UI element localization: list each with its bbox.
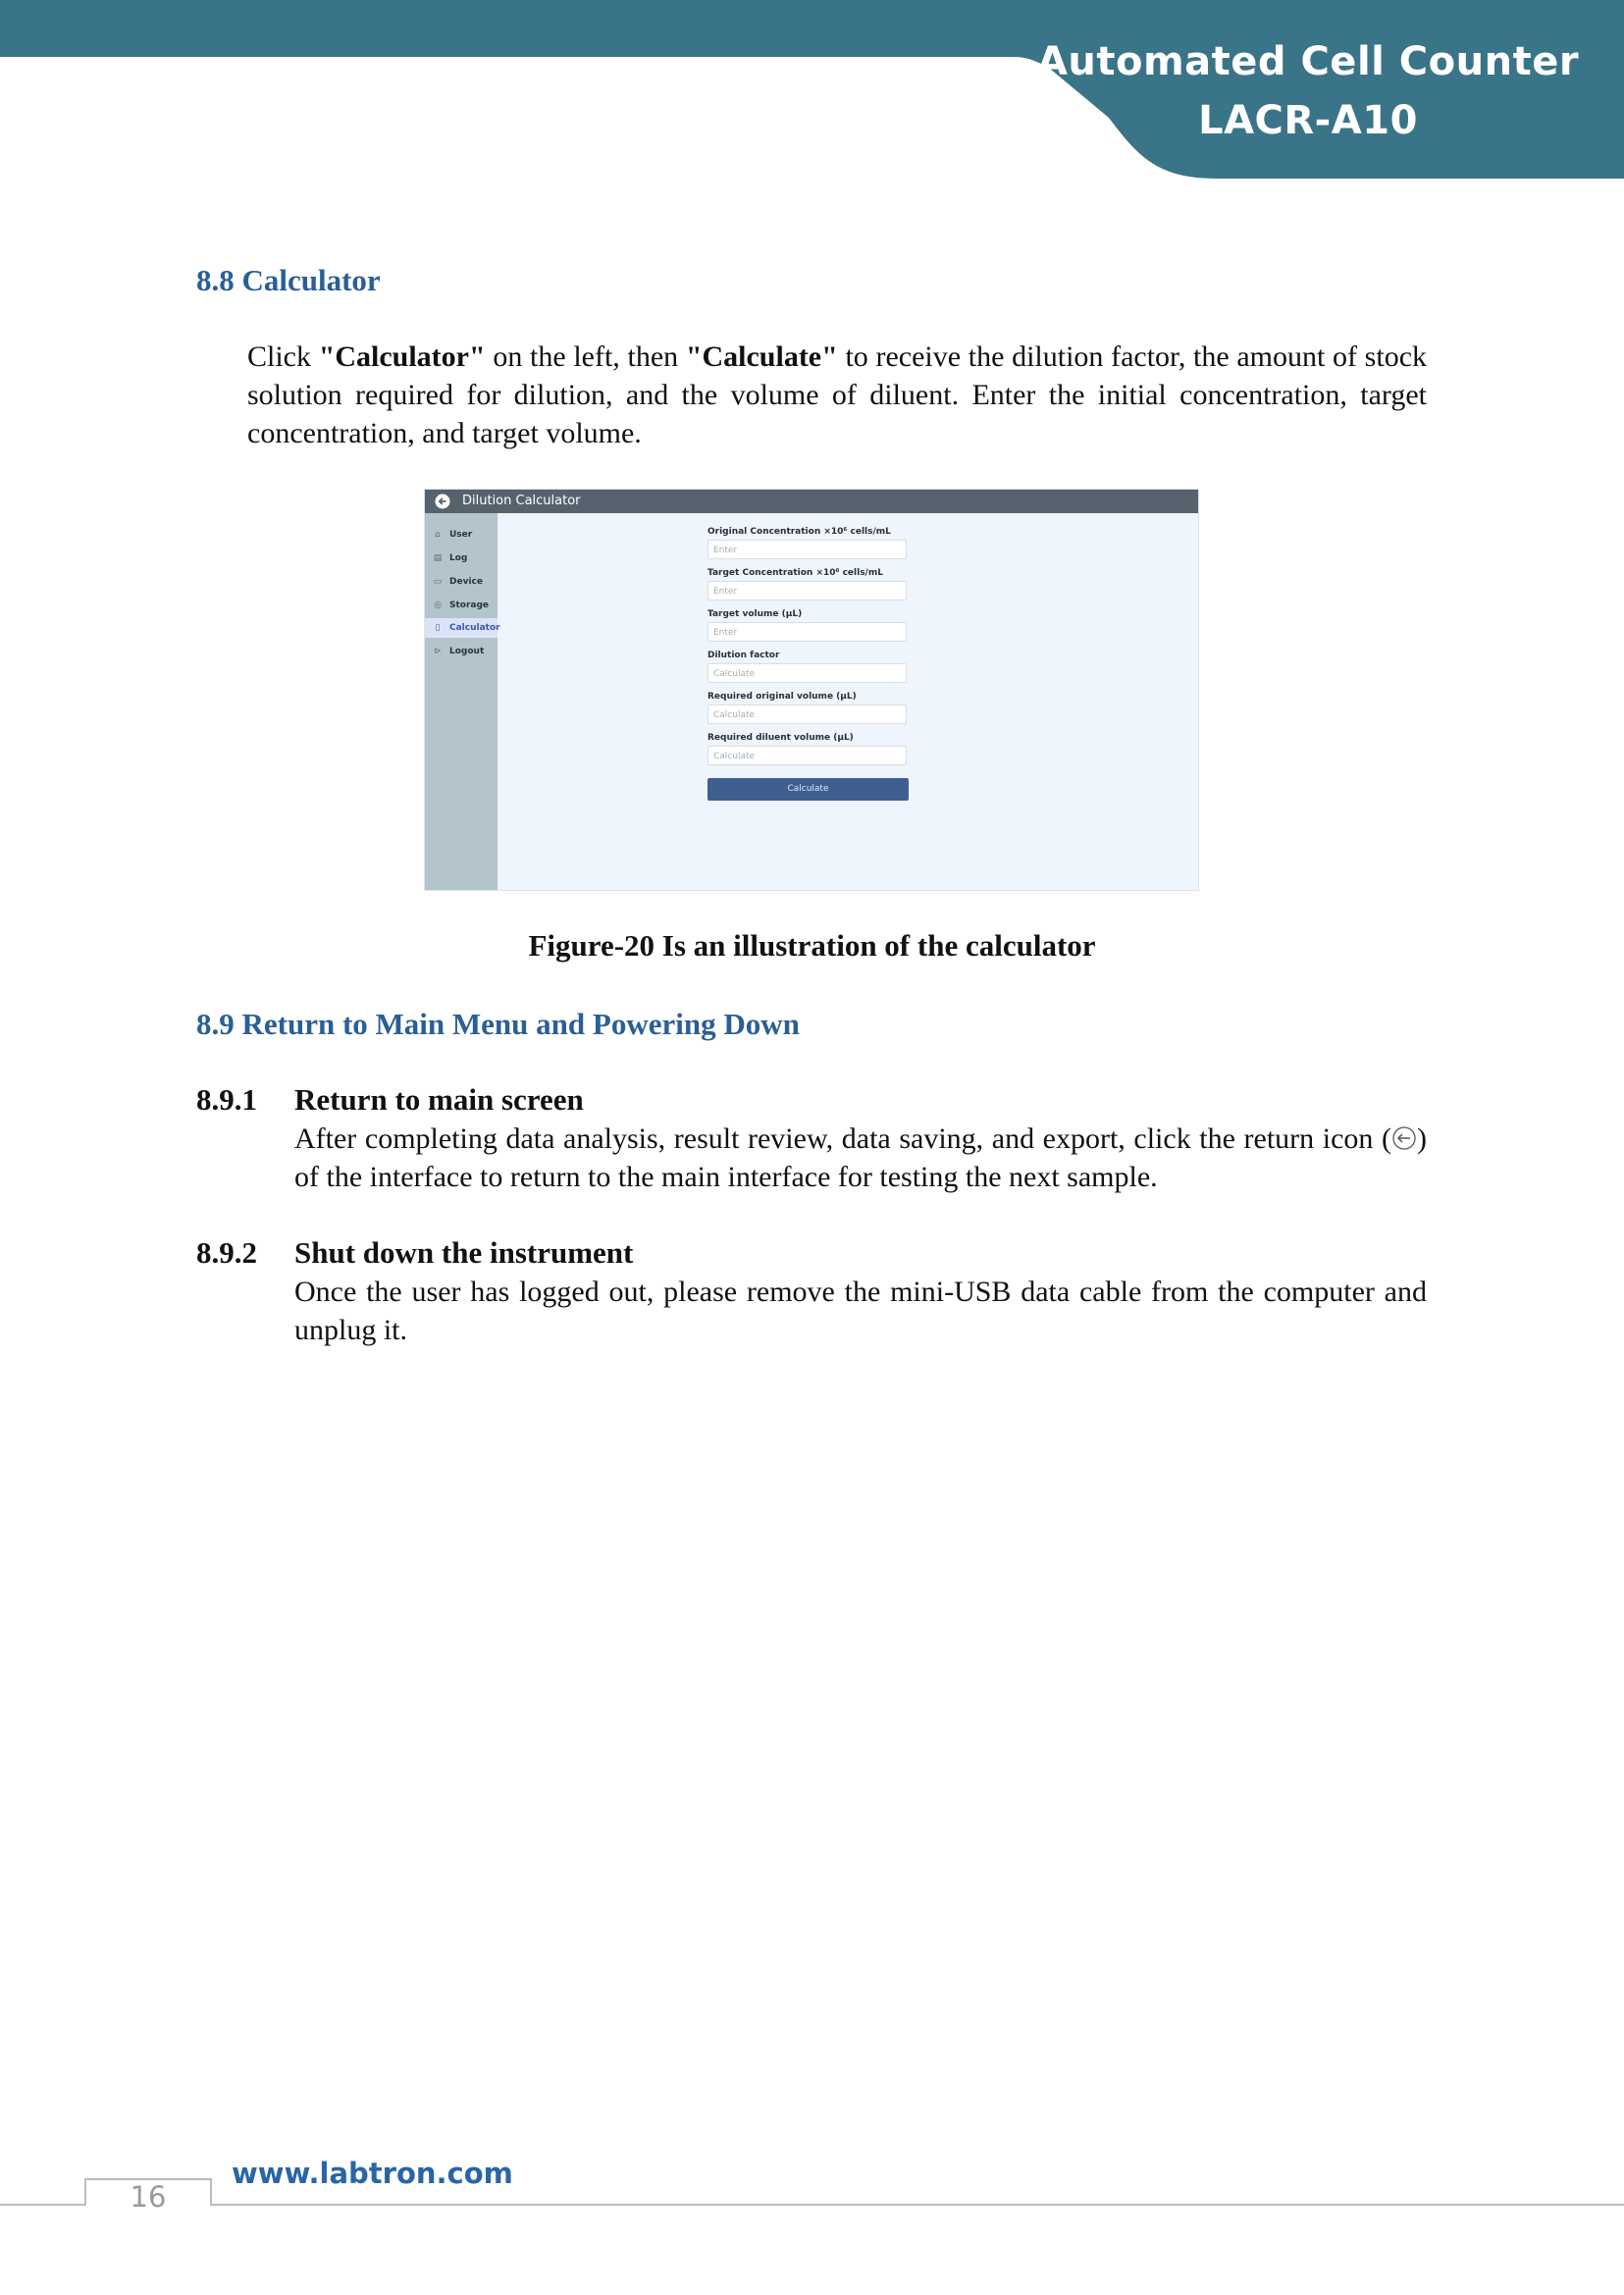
storage-icon: ◎ (434, 600, 442, 610)
app-sidebar (425, 513, 498, 890)
document-title: Automated Cell Counter (1036, 39, 1580, 84)
field-input[interactable]: Calculate (707, 663, 907, 683)
subsection-title: Shut down the instrument (294, 1235, 634, 1270)
sidebar-item-user[interactable] (425, 525, 498, 545)
return-icon (1391, 1125, 1417, 1151)
field-input[interactable]: Enter (707, 540, 907, 559)
field-input[interactable]: Calculate (707, 746, 907, 765)
return-instructions: After completing data analysis, result review, data saving, and export, click the return icon ( ) of the interface to return to the main interface for testing the next sample. (294, 1122, 1427, 1193)
device-icon: ▭ (433, 577, 443, 587)
shutdown-instructions: Once the user has logged out, please remove the mini-USB data cable from the computer and unplug it. (294, 1276, 1427, 1346)
sidebar-item-label: Device (449, 577, 483, 587)
calculator-screenshot (424, 489, 1199, 891)
app-title-bar (425, 490, 1198, 513)
figure-caption: Figure-20 Is an illustration of the calculator (528, 928, 1096, 963)
field-input[interactable]: Calculate (707, 704, 907, 724)
subsection-heading-shutdown (196, 1235, 633, 1271)
field-input[interactable]: Enter (707, 622, 907, 642)
sidebar-item-logout[interactable] (425, 642, 498, 661)
field-label: Required diluent volume (µL) (707, 733, 854, 743)
sidebar-item-calculator[interactable] (425, 618, 498, 638)
field-label: Dilution factor (707, 651, 780, 660)
calculator-icon: ▯ (435, 623, 441, 633)
subsection-heading-return (196, 1082, 584, 1118)
logout-icon: ⊳ (434, 647, 442, 656)
website-link[interactable]: www.labtron.com (232, 2157, 513, 2190)
arrow-left-circle-icon[interactable] (435, 494, 450, 509)
header-band-shape (0, 0, 1624, 179)
calculator-instructions: Click "Calculator" on the left, then "Calculate" to receive the dilution factor, the amount of stock solution required for dilution, and the volume of diluent. Enter the initial concentration, target concentration, and target volume. (247, 340, 1428, 449)
sidebar-item-log[interactable] (425, 548, 498, 568)
sidebar-item-label: User (449, 530, 473, 540)
log-icon: ▤ (433, 553, 443, 563)
field-input[interactable]: Enter (707, 581, 907, 600)
subsection-number: 8.9.2 (196, 1235, 257, 1270)
field-label: Target volume (µL) (707, 609, 803, 619)
subsection-number: 8.9.1 (196, 1082, 257, 1117)
header-band (0, 0, 1624, 186)
sidebar-item-label: Log (449, 553, 468, 563)
sidebar-item-label: Logout (449, 647, 485, 656)
subsection-title: Return to main screen (294, 1082, 584, 1117)
page-number: 16 (130, 2180, 167, 2214)
sidebar-item-device[interactable] (425, 572, 498, 592)
section-heading-return-power-down: 8.9 Return to Main Menu and Powering Down (196, 1007, 800, 1041)
model-number: LACR-A10 (1198, 98, 1418, 143)
sidebar-item-label: Calculator (449, 623, 500, 633)
footer-divider (0, 2204, 1624, 2206)
calculate-button[interactable]: Calculate (707, 778, 909, 801)
field-label: Target Concentration ×10⁶ cells/mL (707, 568, 883, 578)
sidebar-item-storage[interactable] (425, 596, 498, 615)
field-label: Original Concentration ×10⁶ cells/mL (707, 527, 891, 537)
user-icon: ⌂ (435, 530, 441, 540)
app-title: Dilution Calculator (462, 494, 581, 508)
field-label: Required original volume (µL) (707, 692, 857, 702)
sidebar-item-label: Storage (449, 600, 490, 610)
section-heading-calculator: 8.8 Calculator (196, 263, 381, 297)
